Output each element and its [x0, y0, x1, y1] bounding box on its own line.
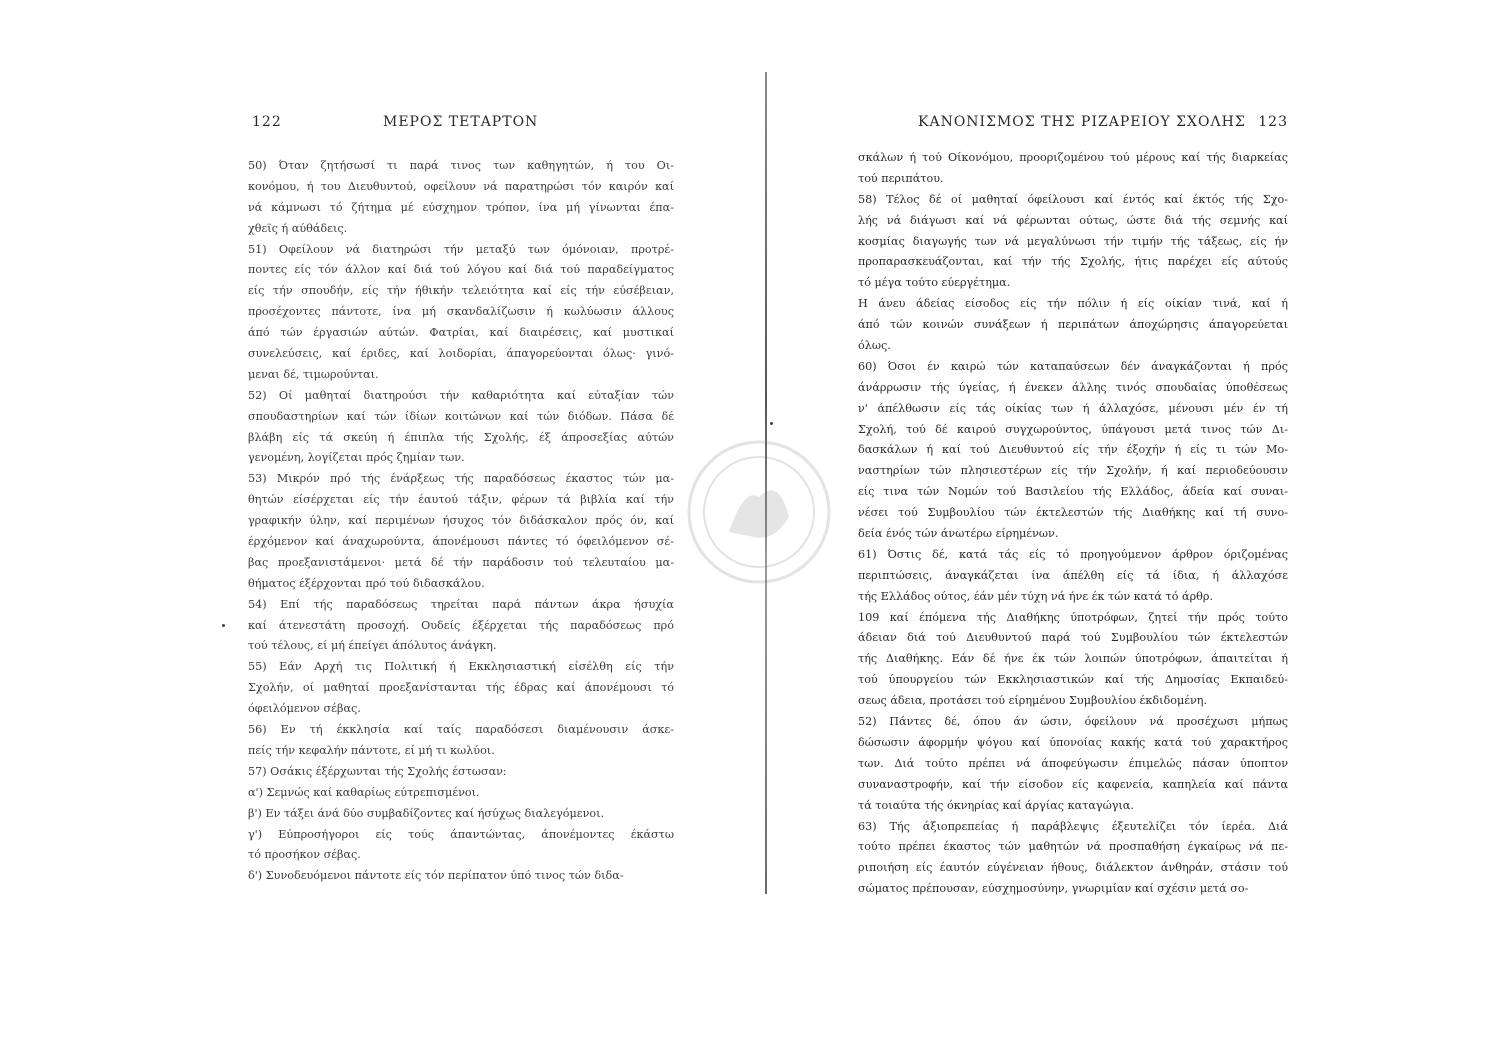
text-line: όλως.	[858, 339, 891, 353]
text-line: δασκάλων ή καί τού Διευθυντού είς τήν έξοχήν ή είς τι τών Μο-	[858, 443, 1288, 457]
text-line: ναστηρίων τών πλησιεστέρων είς τήν Σχολήν, ή καί περιοδεύουσιν	[858, 464, 1288, 478]
text-line: νέσει τού Συμβουλίου τών έκτελεστών τής Διαθήκης καί τή συνο-	[858, 506, 1288, 520]
text-line: Η άνευ άδείας είσοδος είς τήν πόλιν ή είς οίκίαν τινά, καί ή	[858, 297, 1288, 311]
text-line: ποντες είς τόν άλλον καί διά τού λόγου καί διά τού παραδείγματος	[248, 263, 674, 277]
text-line: πείς τήν κεφαλήν πάντοτε, εί μή τι κωλύοι.	[248, 743, 495, 757]
text-line: θητών είσέρχεται είς τήν έαυτού τάξιν, φέρων τά βιβλία καί τήν	[248, 493, 674, 507]
text-line: 54) Επί τής παραδόσεως τηρείται παρά πάντων άκρα ήσυχία	[248, 597, 674, 611]
text-line: δεία ένός τών άνωτέρω είρημένων.	[858, 527, 1059, 541]
text-line: τού ύπουργείου τών Εκκλησιαστικών καί τής Δημοσίας Εκπαιδεύ-	[858, 673, 1288, 687]
text-line: τής Ελλάδος ούτος, έάν μέν τύχη νά ήνε έκ τών κατά τό άρθρ.	[858, 589, 1214, 603]
text-line: τό μέγα τούτο εύεργέτημα.	[858, 276, 1011, 290]
text-line: γραφικήν ύλην, καί περιμένων ήσυχος τόν διδάσκαλον πρός όν, καί	[248, 514, 674, 528]
text-line: χθεϊς ή αύθάδεις.	[248, 221, 348, 235]
text-line: 60) Όσοι έν καιρώ τών καταπαύσεων δέν άναγκάζονται ή πρός	[858, 359, 1288, 373]
text-line: κοσμίας διαγωγής των νά μεγαλύνωσι τήν τιμήν τής τάξεως, είς ήν	[858, 234, 1288, 248]
text-line: ριποιήση είς έαυτόν εύγένειαν ήθους, διάλεκτον άνθηράν, στάσιν τού	[858, 861, 1288, 875]
text-line: καί άτενεστάτη προσοχή. Ουδείς έξέρχεται τής παραδόσεως πρό	[248, 618, 674, 632]
text-line: άνάρρωσιν τής ύγείας, ή ένεκεν άλλης τινός σπουδαίας ύποθέσεως	[858, 380, 1288, 394]
text-line: α') Σεμνώς καί καθαρίως εύτρεπισμένοι.	[248, 785, 480, 799]
right-page-number: 123	[1258, 114, 1288, 130]
text-line: 61) Όστις δέ, κατά τάς είς τό προηγούμενον άρθρον όριζομένας	[858, 547, 1288, 561]
left-page-number: 122	[252, 114, 282, 130]
text-line: νά κάμνωσι τό ζήτημα μέ εύσχημον τρόπον, ίνα μή γίνωνται έπα-	[248, 200, 674, 214]
text-line: περιπτώσεις, άναγκάζεται ίνα άπέλθη είς τά ίδια, ή άλλαχόσε	[858, 568, 1288, 582]
text-line: γ') Εύπροσήγοροι είς τούς άπαντώντας, άπονέμοντες έκάστω	[248, 827, 674, 841]
text-line: τά τοιαύτα τής όκνηρίας καί άργίας καταγώγια.	[858, 798, 1134, 812]
text-line: άπό τών κοινών συνάξεων ή περιπάτων άποχώρησις άπαγορεύεται	[858, 318, 1288, 332]
text-line: προσέχοντες πάντοτε, ίνα μή σκανδαλίζωσιν ή κωλύωσιν άλλους	[248, 305, 674, 319]
text-line: είς τήν σπουδήν, είς τήν ήθικήν τελειότητα καί είς τήν εύσέβειαν,	[248, 284, 674, 298]
text-line: τής Διαθήκης. Εάν δέ ήνε έκ τών λοιπών ύποτρόφων, άπαιτείται ή	[858, 652, 1288, 666]
text-line: έρχόμενον καί άναχωρούντα, άπονέμουσι πάντες τό όφειλόμενον σέ-	[248, 535, 674, 549]
text-line: 53) Μικρόν πρό τής ένάρξεως τής παραδόσεως έκαστος τών μα-	[248, 472, 674, 486]
text-line: 109 καί έπόμενα τής Διαθήκης ύποτρόφων, ζητεί τήν πρός τούτο	[858, 610, 1288, 624]
text-line: 55) Εάν Αρχή τις Πολιτική ή Εκκλησιαστική είσέλθη είς τήν	[248, 660, 674, 674]
text-line: τούτο πρέπει έκαστος τών μαθητών νά προσπαθήση έγκαίρως νά πε-	[858, 840, 1288, 854]
ink-speck	[222, 624, 225, 627]
text-line: σεως άδεια, προτάσει τού είρημένου Συμβουλίου έκδιδομένη.	[858, 694, 1208, 708]
text-line: των. Διά τούτο πρέπει νά άποφεύγωσιν έπιμελώς πάσαν ύποπτον	[858, 756, 1288, 770]
text-line: σπουδαστηρίων καί τών ίδίων κοιτώνων καί τών διόδων. Πάσα δέ	[248, 409, 674, 423]
text-line: λής νά διάγωσι καί νά φέρωνται ούτως, ώστε διά τής σεμνής καί	[858, 213, 1288, 227]
text-line: θήματος έξέρχονται πρό τού διδασκάλου.	[248, 576, 485, 590]
text-line: 52) Πάντες δέ, όπου άν ώσιν, όφείλουν νά προσέχωσι μήπως	[858, 715, 1288, 729]
text-line: 58) Τέλος δέ οί μαθηταί όφείλουσι καί έντός καί έκτός τής Σχο-	[858, 192, 1288, 206]
text-line: σώματος πρέπουσαν, εύσχημοσύνην, γνωριμίαν καί σχέσιν μετά σο-	[858, 882, 1249, 896]
text-line: Σχολήν, οί μαθηταί προεξανίστανται τής έδρας καί άπονέμουσι τό	[248, 681, 674, 695]
text-line: δ') Συνοδευόμενοι πάντοτε είς τόν περίπατον ύπό τινος τών διδα-	[248, 869, 624, 883]
text-line: είς τινα τών Νομών τού Βασιλείου τής Ελλάδος, άδεία καί συναι-	[858, 485, 1288, 499]
text-line: 51) Οφείλουν νά διατηρώσι τήν μεταξύ των όμόνοιαν, προτρέ-	[248, 242, 674, 256]
text-line: βας προεξανιστάμενοι· μετά δέ τήν παράδοσιν τού τελευταίου μα-	[248, 555, 674, 569]
text-line: άδειαν διά τού Διευθυντού παρά τού Συμβουλίου τών έκτελεστών	[858, 631, 1288, 645]
left-page-body	[248, 156, 674, 887]
text-line: γενομένη, λογίζεται πρός ζημίαν των.	[248, 451, 465, 465]
left-running-title: ΜΕΡΟΣ ΤΕΤΑΡΤΟΝ	[383, 114, 539, 130]
text-line: σκάλων ή τού Οίκονόμου, προοριζομένου τού μέρους καί τής διαρκείας	[858, 151, 1288, 164]
library-stamp-watermark	[684, 437, 834, 587]
text-line: 56) Εν τή έκκλησία καί ταίς παραδόσεσι διαμένουσιν άσκε-	[248, 723, 674, 737]
right-running-title: ΚΑΝΟΝΙΣΜΟΣ ΤΗΣ ΡΙΖΑΡΕΙΟΥ ΣΧΟΛΗΣ	[918, 114, 1246, 130]
text-line: 57) Οσάκις έξέρχωνται τής Σχολής έστωσαν:	[248, 764, 507, 778]
text-line: 52) Οί μαθηταί διατηρούσι τήν καθαριότητα καί εύταξίαν τών	[248, 388, 674, 402]
text-line: Σχολή, τού δέ καιρού συγχωρούντος, ύπάγουσι μετά τινος τών Δι-	[858, 422, 1288, 436]
text-line: κονόμου, ή του Διευθυντού, οφείλουν νά παρατηρώσι τόν καιρόν καί	[248, 179, 674, 193]
ink-speck	[770, 422, 773, 425]
text-line: ν' άπέλθωσιν είς τάς οίκίας των ή άλλαχόσε, μένουσι μέν έν τή	[858, 401, 1288, 415]
text-line: συναναστροφήν, καί τήν είσοδον είς καφενεία, καπηλεία καί πάντα	[858, 777, 1288, 791]
text-line: 50) Όταν ζητήσωσί τι παρά τινος των καθηγητών, ή του Οι-	[248, 159, 674, 172]
text-line: άπό τών έργασιών αύτών. Φατρίαι, καί διαιρέσεις, καί μυστικαί	[248, 326, 674, 340]
text-line: συνελεύσεις, καί έριδες, καί λοιδορίαι, άπαγορεύονται όλως· γινό-	[248, 347, 674, 361]
text-line: δώσωσιν άφορμήν ψόγου καί ύπονοίας κακής κατά τού χαρακτήρος	[858, 735, 1288, 749]
text-line: όφειλόμενον σέβας.	[248, 702, 361, 716]
text-line: 63) Τής άξιοπρεπείας ή παράβλεψις έξευτελίζει τόν ίερέα. Διά	[858, 819, 1288, 833]
text-line: β') Εν τάξει άνά δύο συμβαδίζοντες καί ήσύχως διαλεγόμενοι.	[248, 806, 605, 820]
text-line: τό προσήκον σέβας.	[248, 848, 361, 862]
text-line: προπαρασκευάζονται, καί τήν τής Σχολής, ήτις παρέχει είς αύτούς	[858, 255, 1288, 269]
text-line: τού περιπάτου.	[858, 171, 944, 185]
text-line: βλάβη είς τά σκεύη ή έπιπλα τής Σχολής, έξ άπροσεξίας αύτών	[248, 430, 674, 444]
text-line: μεναι δέ, τιμωρούνται.	[248, 367, 379, 381]
text-line: τού τέλους, εί μή έπείγει άπόλυτος άνάγκη.	[248, 639, 497, 653]
right-page-body	[858, 148, 1288, 900]
